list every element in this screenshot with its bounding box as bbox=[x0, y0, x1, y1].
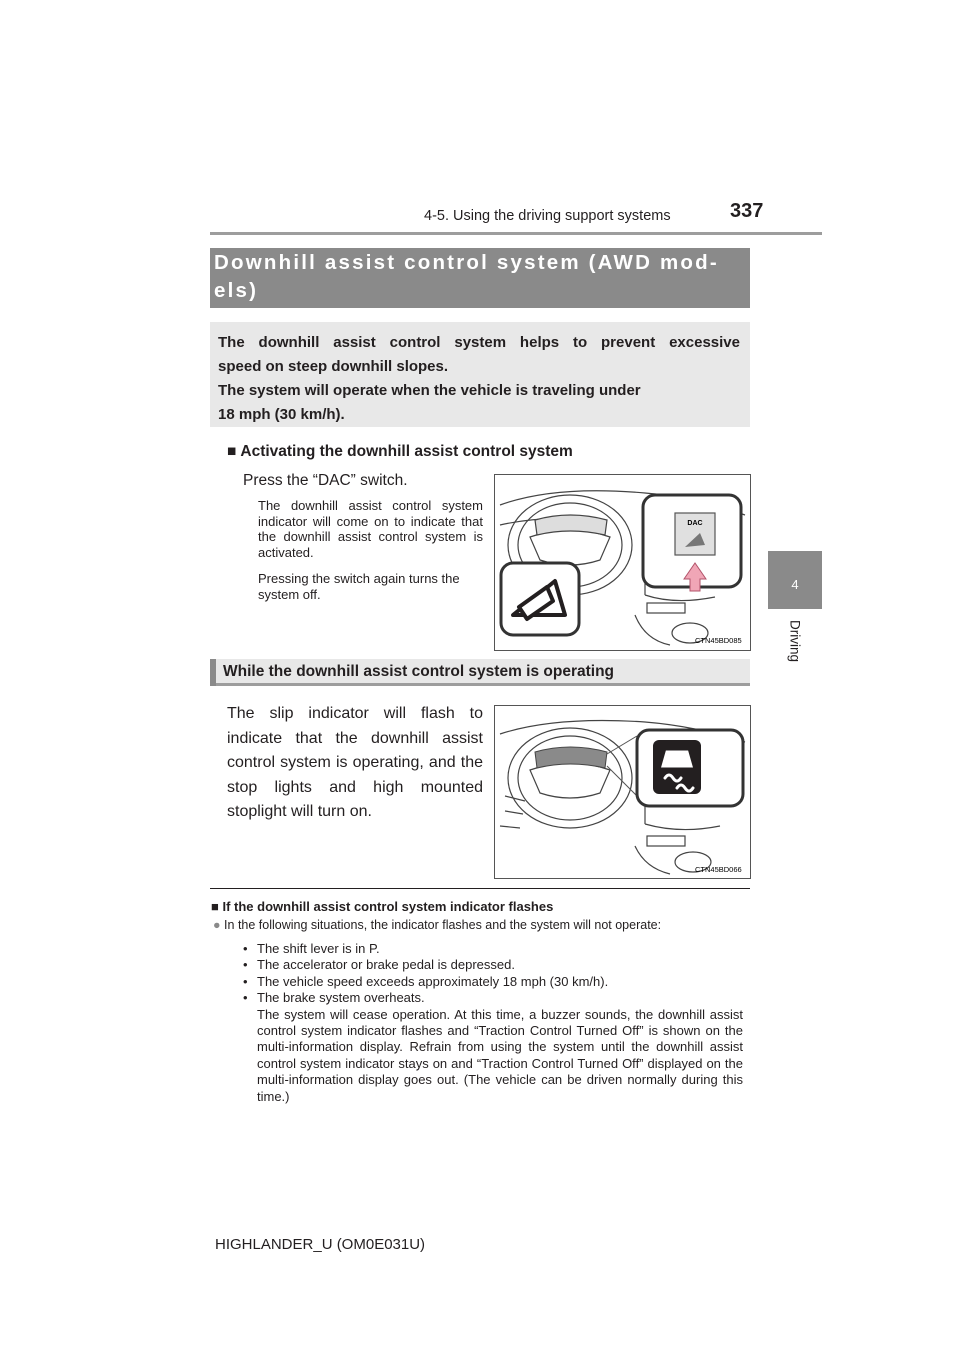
deactivation-note: Pressing the switch again turns the system off. bbox=[258, 571, 460, 602]
gauge-cluster-highlight bbox=[535, 747, 607, 768]
activating-heading-text: Activating the downhill assist control system bbox=[240, 443, 573, 460]
page-title-line-2: els) bbox=[214, 279, 259, 302]
list-item: • The vehicle speed exceeds approximately 18 mph (30 km/h). bbox=[243, 974, 743, 990]
intro-line-3: The system will operate when the vehicle is traveling under bbox=[218, 382, 641, 399]
intro-line-2: speed on steep downhill slopes. bbox=[218, 358, 449, 375]
operating-heading: While the downhill assist control system is operating bbox=[223, 663, 615, 680]
shifter-line bbox=[635, 615, 670, 645]
chapter-number: 4 bbox=[791, 577, 799, 592]
square-bullet-icon: ■ bbox=[211, 899, 219, 914]
dashboard-drawing bbox=[495, 475, 750, 650]
section-divider bbox=[210, 888, 750, 889]
header-divider bbox=[210, 232, 822, 235]
flashes-heading-text: If the downhill assist control system indicator flashes bbox=[222, 899, 554, 914]
footer-model-code: HIGHLANDER_U (OM0E031U) bbox=[215, 1236, 426, 1253]
square-bullet-icon: ■ bbox=[227, 443, 237, 460]
flashes-heading bbox=[211, 899, 553, 914]
dashboard-drawing-2 bbox=[495, 706, 750, 878]
steering-hub-2 bbox=[530, 763, 610, 798]
press-instruction: Press the “DAC” switch. bbox=[243, 472, 408, 489]
left-vents-2 bbox=[500, 796, 525, 828]
slip-indicator-illustration bbox=[494, 705, 751, 879]
activation-note: The downhill assist control system indicator will come on to indicate that the downhill assist control system is activated. bbox=[258, 498, 483, 560]
operating-section-marker bbox=[210, 659, 216, 686]
list-item bbox=[243, 990, 743, 1105]
intro-text bbox=[218, 331, 740, 427]
chapter-label-wrap bbox=[773, 616, 817, 666]
flashes-intro-text: In the following situations, the indicator flashes and the system will not operate: bbox=[224, 918, 662, 932]
flashes-intro bbox=[213, 918, 661, 932]
list-item: • The accelerator or brake pedal is depressed. bbox=[243, 957, 743, 973]
dac-switch-illustration bbox=[494, 474, 751, 651]
figure-1-code: CTN45BD085 bbox=[695, 636, 742, 645]
chapter-label: Driving bbox=[787, 619, 803, 663]
list-item: • The shift lever is in P. bbox=[243, 941, 743, 957]
console-buttons bbox=[647, 603, 685, 613]
activating-heading bbox=[227, 443, 573, 461]
list-item-text: The brake system overheats. bbox=[257, 990, 425, 1006]
page-title-line-1: Downhill assist control system (AWD mod- bbox=[214, 251, 719, 274]
intro-line-1: The downhill assist control system helps to prevent excessive bbox=[218, 334, 740, 351]
steering-hub bbox=[530, 530, 610, 565]
console-buttons-2 bbox=[647, 836, 685, 846]
callout-leader-lines bbox=[607, 736, 637, 796]
page-number: 337 bbox=[730, 200, 764, 222]
section-title: 4-5. Using the driving support systems bbox=[424, 208, 671, 224]
overheat-explanation: The system will cease operation. At this time, a buzzer sounds, the downhill assist control system indicator flashes and “Traction Control Turned Off” is shown on the multi-information display. Refrain from using the system until the downhill assist control system indicator stays on and “Traction Control Turned Off” displayed on the multi-information display goes out. (The vehicle can be driven normally during this time.) bbox=[257, 1006, 743, 1104]
operating-description: The slip indicator will flash to indicate that the downhill assist control system is operating, and the stop lights and high mounted stoplight will turn on. bbox=[227, 705, 483, 820]
intro-line-4: 18 mph (30 km/h). bbox=[218, 406, 345, 423]
gauge-cluster bbox=[535, 515, 607, 535]
condition-list bbox=[243, 941, 743, 1105]
page-title bbox=[214, 249, 748, 305]
shifter-line-2 bbox=[635, 846, 670, 874]
slip-car-body bbox=[663, 752, 691, 766]
dac-switch-label: DAC bbox=[687, 520, 703, 527]
steering-wheel-rim-2 bbox=[508, 728, 632, 828]
circle-bullet-icon: ● bbox=[213, 918, 221, 932]
figure-2-code: CTN45BD066 bbox=[695, 865, 742, 874]
